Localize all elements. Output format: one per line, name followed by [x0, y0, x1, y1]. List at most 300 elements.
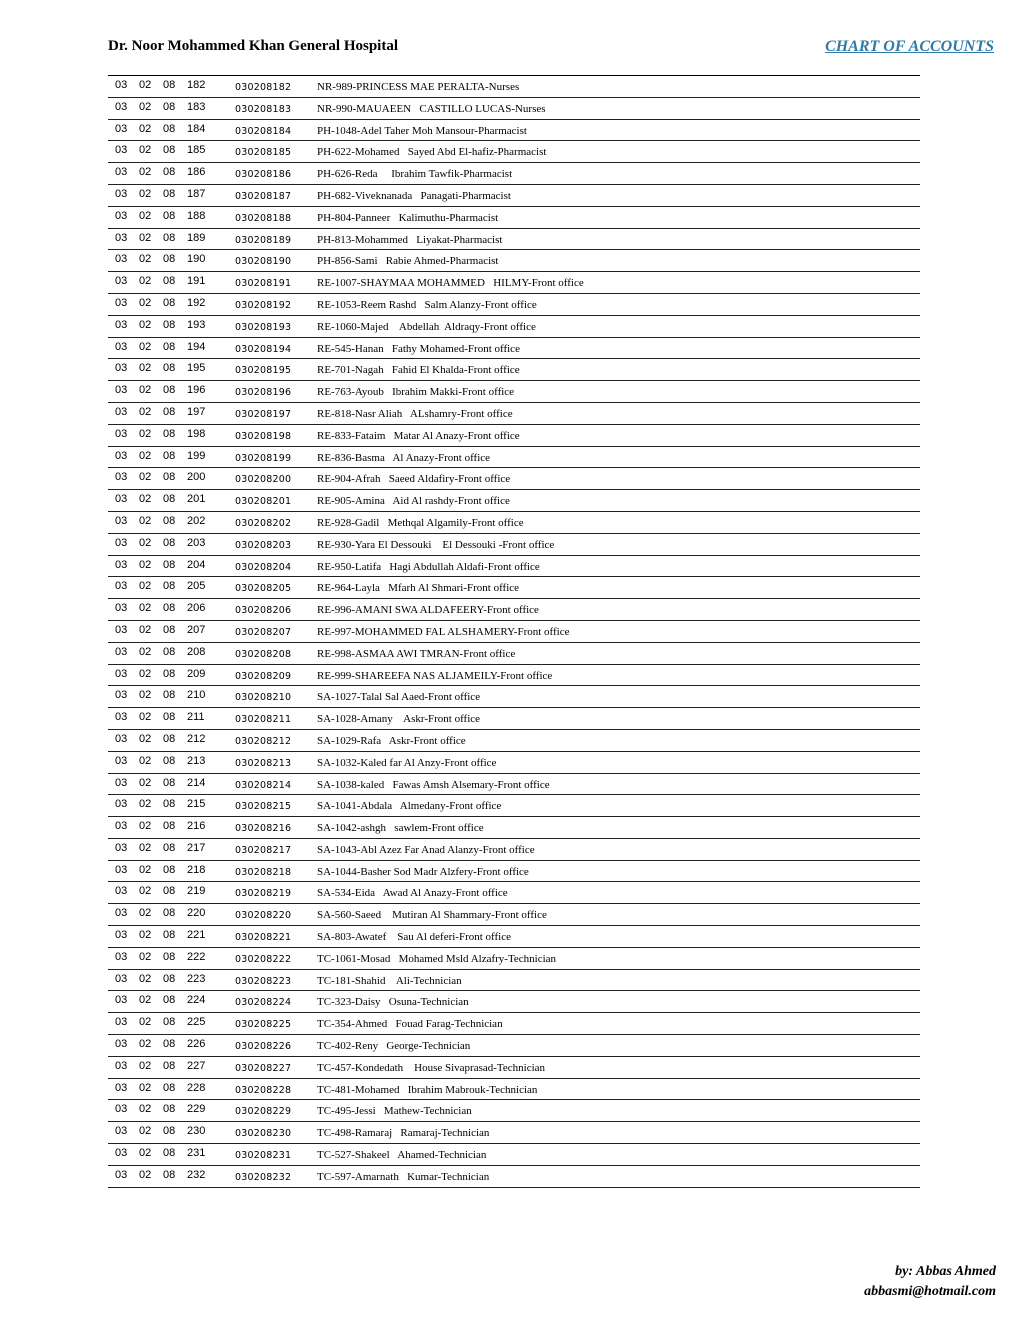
level-1-code: 03 — [115, 863, 128, 876]
account-name: PH-1048-Adel Taher Moh Mansour-Pharmacist — [317, 124, 527, 137]
account-code: 030208219 — [235, 888, 292, 900]
level-3-code: 08 — [163, 863, 176, 876]
account-name: RE-763-Ayoub Ibrahim Makki-Front office — [317, 386, 515, 399]
account-code: 030208210 — [235, 692, 292, 704]
account-code: 030208193 — [235, 321, 292, 333]
account-name: SA-1029-Rafa Askr-Front office — [317, 734, 466, 747]
account-code: 030208231 — [235, 1150, 292, 1162]
level-1-code: 03 — [115, 907, 128, 920]
level-2-code: 02 — [139, 384, 152, 397]
level-4-code: 214 — [187, 776, 206, 789]
table-row — [108, 338, 920, 360]
level-2-code: 02 — [139, 841, 152, 854]
level-3-code: 08 — [163, 950, 176, 963]
account-code: 030208204 — [235, 561, 292, 573]
level-2-code: 02 — [139, 340, 152, 353]
level-1-code: 03 — [115, 1168, 128, 1181]
level-4-code: 199 — [187, 449, 206, 462]
account-code: 030208220 — [235, 910, 292, 922]
level-4-code: 229 — [187, 1103, 206, 1116]
table-row — [108, 1079, 920, 1101]
level-4-code: 230 — [187, 1125, 206, 1138]
account-name: RE-701-Nagah Fahid El Khalda-Front office — [317, 364, 520, 377]
level-3-code: 08 — [163, 79, 176, 91]
level-2-code: 02 — [139, 863, 152, 876]
level-2-code: 02 — [139, 79, 152, 91]
table-row — [108, 774, 920, 796]
level-3-code: 08 — [163, 623, 176, 636]
level-3-code: 08 — [163, 253, 176, 266]
level-1-code: 03 — [115, 144, 128, 157]
level-1-code: 03 — [115, 972, 128, 985]
table-row — [108, 795, 920, 817]
level-2-code: 02 — [139, 362, 152, 375]
level-2-code: 02 — [139, 144, 152, 157]
level-2-code: 02 — [139, 972, 152, 985]
level-2-code: 02 — [139, 1147, 152, 1160]
document-title: CHART OF ACCOUNTS — [825, 38, 994, 55]
account-code: 030208183 — [235, 103, 292, 115]
level-1-code: 03 — [115, 623, 128, 636]
level-1-code: 03 — [115, 340, 128, 353]
table-row — [108, 1057, 920, 1079]
account-name: RE-905-Amina Aid Al rashdy-Front office — [317, 495, 510, 508]
level-3-code: 08 — [163, 275, 176, 288]
account-code: 030208217 — [235, 844, 292, 856]
level-4-code: 196 — [187, 384, 206, 397]
table-row — [108, 468, 920, 490]
level-2-code: 02 — [139, 122, 152, 135]
account-name: TC-354-Ahmed Fouad Farag-Technician — [317, 1018, 503, 1031]
level-3-code: 08 — [163, 1081, 176, 1094]
level-4-code: 225 — [187, 1016, 206, 1029]
account-name: PH-856-Sami Rabie Ahmed-Pharmacist — [317, 255, 499, 268]
account-code: 030208205 — [235, 583, 292, 595]
level-1-code: 03 — [115, 231, 128, 244]
level-2-code: 02 — [139, 1168, 152, 1181]
accounts-table — [108, 75, 920, 1188]
account-code: 030208191 — [235, 278, 292, 290]
account-name: SA-1027-Talal Sal Aaed-Front office — [317, 691, 481, 704]
account-name: TC-498-Ramaraj Ramaraj-Technician — [317, 1127, 490, 1140]
table-row — [108, 1013, 920, 1035]
level-2-code: 02 — [139, 231, 152, 244]
level-1-code: 03 — [115, 580, 128, 593]
level-1-code: 03 — [115, 1125, 128, 1138]
level-4-code: 184 — [187, 122, 206, 135]
account-name: TC-597-Amarnath Kumar-Technician — [317, 1170, 490, 1183]
level-1-code: 03 — [115, 645, 128, 658]
account-name: RE-904-Afrah Saeed Aldafiry-Front office — [317, 473, 511, 486]
level-1-code: 03 — [115, 732, 128, 745]
level-2-code: 02 — [139, 929, 152, 942]
level-2-code: 02 — [139, 689, 152, 702]
account-code: 030208201 — [235, 496, 292, 508]
level-4-code: 209 — [187, 667, 206, 680]
account-name: NR-989-PRINCESS MAE PERALTA-Nurses — [317, 81, 520, 93]
level-2-code: 02 — [139, 1038, 152, 1051]
level-4-code: 190 — [187, 253, 206, 266]
table-row — [108, 665, 920, 687]
level-4-code: 194 — [187, 340, 206, 353]
level-2-code: 02 — [139, 776, 152, 789]
level-1-code: 03 — [115, 820, 128, 833]
level-3-code: 08 — [163, 1038, 176, 1051]
level-4-code: 212 — [187, 732, 206, 745]
level-4-code: 221 — [187, 929, 206, 942]
table-row — [108, 76, 920, 98]
account-name: RE-998-ASMAA AWI TMRAN-Front office — [317, 647, 516, 660]
level-3-code: 08 — [163, 1168, 176, 1181]
account-code: 030208225 — [235, 1019, 292, 1031]
table-row — [108, 250, 920, 272]
level-4-code: 227 — [187, 1059, 206, 1072]
level-1-code: 03 — [115, 209, 128, 222]
level-4-code: 203 — [187, 536, 206, 549]
level-2-code: 02 — [139, 1103, 152, 1116]
account-name: RE-996-AMANI SWA ALDAFEERY-Front office — [317, 604, 539, 617]
account-name: RE-1053-Reem Rashd Salm Alanzy-Front office — [317, 298, 537, 311]
account-name: NR-990-MAUAEEN CASTILLO LUCAS-Nurses — [317, 102, 546, 115]
level-3-code: 08 — [163, 384, 176, 397]
level-2-code: 02 — [139, 514, 152, 527]
table-row — [108, 817, 920, 839]
account-name: RE-836-Basma Al Anazy-Front office — [317, 451, 491, 464]
level-2-code: 02 — [139, 253, 152, 266]
account-name: TC-181-Shahid Ali-Technician — [317, 974, 462, 987]
table-row — [108, 141, 920, 163]
account-name: SA-1032-Kaled far Al Anzy-Front office — [317, 756, 497, 769]
level-4-code: 217 — [187, 841, 206, 854]
account-name: RE-833-Fataim Matar Al Anazy-Front office — [317, 429, 520, 442]
level-1-code: 03 — [115, 1038, 128, 1051]
account-code: 030208229 — [235, 1106, 292, 1118]
level-2-code: 02 — [139, 1081, 152, 1094]
level-3-code: 08 — [163, 580, 176, 593]
level-4-code: 220 — [187, 907, 206, 920]
level-3-code: 08 — [163, 1125, 176, 1138]
table-row — [108, 512, 920, 534]
level-3-code: 08 — [163, 667, 176, 680]
table-row — [108, 359, 920, 381]
level-2-code: 02 — [139, 209, 152, 222]
account-name: TC-527-Shakeel Ahamed-Technician — [317, 1149, 487, 1162]
account-code: 030208218 — [235, 866, 292, 878]
account-name: SA-1028-Amany Askr-Front office — [317, 713, 481, 726]
table-row — [108, 207, 920, 229]
level-4-code: 213 — [187, 754, 206, 767]
account-name: SA-1043-Abl Azez Far Anad Alanzy-Front office — [317, 843, 535, 856]
author-credit: by: Abbas Ahmed — [895, 1264, 996, 1279]
level-3-code: 08 — [163, 187, 176, 200]
level-4-code: 226 — [187, 1038, 206, 1051]
level-1-code: 03 — [115, 950, 128, 963]
level-4-code: 201 — [187, 493, 206, 506]
table-row — [108, 861, 920, 883]
table-row — [108, 294, 920, 316]
table-row — [108, 1122, 920, 1144]
level-3-code: 08 — [163, 362, 176, 375]
account-name: PH-626-Reda Ibrahim Tawfik-Pharmacist — [317, 168, 513, 181]
table-row — [108, 991, 920, 1013]
level-2-code: 02 — [139, 798, 152, 811]
account-code: 030208187 — [235, 190, 292, 202]
table-row — [108, 1144, 920, 1166]
account-code: 030208226 — [235, 1041, 292, 1053]
account-code: 030208216 — [235, 823, 292, 835]
level-3-code: 08 — [163, 209, 176, 222]
level-2-code: 02 — [139, 1125, 152, 1138]
table-row — [108, 904, 920, 926]
table-row — [108, 1035, 920, 1057]
account-name: TC-495-Jessi Mathew-Technician — [317, 1105, 472, 1118]
level-1-code: 03 — [115, 296, 128, 309]
account-code: 030208186 — [235, 169, 292, 181]
level-1-code: 03 — [115, 405, 128, 418]
account-name: PH-682-Viveknanada Panagati-Pharmacist — [317, 189, 511, 202]
level-4-code: 204 — [187, 558, 206, 571]
level-2-code: 02 — [139, 645, 152, 658]
account-name: RE-1060-Majed Abdellah Aldraqy-Front office — [317, 320, 536, 333]
level-1-code: 03 — [115, 689, 128, 702]
account-code: 030208203 — [235, 539, 292, 551]
table-row — [108, 882, 920, 904]
level-4-code: 195 — [187, 362, 206, 375]
level-3-code: 08 — [163, 166, 176, 179]
level-3-code: 08 — [163, 820, 176, 833]
level-4-code: 216 — [187, 820, 206, 833]
account-code: 030208195 — [235, 365, 292, 377]
table-row — [108, 556, 920, 578]
account-code: 030208206 — [235, 605, 292, 617]
level-2-code: 02 — [139, 602, 152, 615]
level-2-code: 02 — [139, 732, 152, 745]
account-name: RE-818-Nasr Aliah ALshamry-Front office — [317, 407, 513, 420]
account-code: 030208232 — [235, 1171, 292, 1183]
account-code: 030208189 — [235, 234, 292, 246]
level-1-code: 03 — [115, 1016, 128, 1029]
account-code: 030208208 — [235, 648, 292, 660]
account-code: 030208207 — [235, 626, 292, 638]
level-3-code: 08 — [163, 1016, 176, 1029]
account-name: RE-930-Yara El Dessouki El Dessouki -Front office — [317, 538, 555, 551]
account-code: 030208188 — [235, 212, 292, 224]
account-code: 030208192 — [235, 299, 292, 311]
level-2-code: 02 — [139, 994, 152, 1007]
account-code: 030208214 — [235, 779, 292, 791]
account-name: RE-964-Layla Mfarh Al Shmari-Front office — [317, 582, 520, 595]
level-4-code: 186 — [187, 166, 206, 179]
account-code: 030208222 — [235, 953, 292, 965]
level-3-code: 08 — [163, 122, 176, 135]
table-row — [108, 1100, 920, 1122]
level-1-code: 03 — [115, 602, 128, 615]
level-3-code: 08 — [163, 1147, 176, 1160]
table-row — [108, 686, 920, 708]
account-code: 030208185 — [235, 147, 292, 159]
level-3-code: 08 — [163, 471, 176, 484]
level-2-code: 02 — [139, 427, 152, 440]
table-row — [108, 403, 920, 425]
account-name: RE-545-Hanan Fathy Mohamed-Front office — [317, 342, 520, 355]
level-1-code: 03 — [115, 471, 128, 484]
level-2-code: 02 — [139, 405, 152, 418]
account-code: 030208196 — [235, 387, 292, 399]
level-3-code: 08 — [163, 994, 176, 1007]
table-row — [108, 534, 920, 556]
level-4-code: 200 — [187, 471, 206, 484]
account-code: 030208221 — [235, 932, 292, 944]
level-2-code: 02 — [139, 711, 152, 724]
table-row — [108, 621, 920, 643]
account-name: TC-481-Mohamed Ibrahim Mabrouk-Technician — [317, 1083, 538, 1096]
account-code: 030208213 — [235, 757, 292, 769]
level-1-code: 03 — [115, 1081, 128, 1094]
level-1-code: 03 — [115, 711, 128, 724]
level-3-code: 08 — [163, 100, 176, 113]
table-row — [108, 839, 920, 861]
level-3-code: 08 — [163, 144, 176, 157]
account-code: 030208212 — [235, 735, 292, 747]
level-4-code: 208 — [187, 645, 206, 658]
level-3-code: 08 — [163, 514, 176, 527]
level-4-code: 207 — [187, 623, 206, 636]
level-2-code: 02 — [139, 950, 152, 963]
level-1-code: 03 — [115, 776, 128, 789]
level-1-code: 03 — [115, 885, 128, 898]
account-code: 030208215 — [235, 801, 292, 813]
level-4-code: 231 — [187, 1147, 206, 1160]
account-code: 030208184 — [235, 125, 292, 137]
account-code: 030208230 — [235, 1128, 292, 1140]
level-4-code: 189 — [187, 231, 206, 244]
level-4-code: 197 — [187, 405, 206, 418]
table-row — [108, 599, 920, 621]
level-1-code: 03 — [115, 994, 128, 1007]
level-3-code: 08 — [163, 558, 176, 571]
level-3-code: 08 — [163, 754, 176, 767]
level-1-code: 03 — [115, 449, 128, 462]
level-3-code: 08 — [163, 427, 176, 440]
level-3-code: 08 — [163, 1103, 176, 1116]
level-1-code: 03 — [115, 493, 128, 506]
account-name: RE-997-MOHAMMED FAL ALSHAMERY-Front office — [317, 625, 570, 638]
account-name: SA-803-Awatef Sau Al deferi-Front office — [317, 931, 511, 944]
account-name: SA-534-Eida Awad Al Anazy-Front office — [317, 887, 508, 900]
level-4-code: 187 — [187, 187, 206, 200]
level-3-code: 08 — [163, 841, 176, 854]
level-2-code: 02 — [139, 1059, 152, 1072]
table-row — [108, 272, 920, 294]
level-1-code: 03 — [115, 166, 128, 179]
level-1-code: 03 — [115, 275, 128, 288]
level-1-code: 03 — [115, 384, 128, 397]
account-name: PH-804-Panneer Kalimuthu-Pharmacist — [317, 211, 499, 224]
table-row — [108, 163, 920, 185]
level-4-code: 223 — [187, 972, 206, 985]
level-3-code: 08 — [163, 645, 176, 658]
account-code: 030208202 — [235, 517, 292, 529]
level-2-code: 02 — [139, 907, 152, 920]
table-row — [108, 316, 920, 338]
account-code: 030208209 — [235, 670, 292, 682]
account-name: RE-928-Gadil Methqal Algamily-Front office — [317, 516, 524, 529]
level-2-code: 02 — [139, 471, 152, 484]
level-1-code: 03 — [115, 253, 128, 266]
level-3-code: 08 — [163, 1059, 176, 1072]
account-name: TC-1061-Mosad Mohamed Msld Alzafry-Technician — [317, 952, 557, 965]
account-code: 030208223 — [235, 975, 292, 987]
level-4-code: 191 — [187, 275, 206, 288]
account-name: TC-402-Reny George-Technician — [317, 1040, 471, 1053]
level-2-code: 02 — [139, 623, 152, 636]
account-code: 030208190 — [235, 256, 292, 268]
level-1-code: 03 — [115, 100, 128, 113]
level-3-code: 08 — [163, 885, 176, 898]
level-3-code: 08 — [163, 776, 176, 789]
account-name: RE-950-Latifa Hagi Abdullah Aldafi-Front office — [317, 560, 540, 573]
table-row — [108, 447, 920, 469]
level-3-code: 08 — [163, 493, 176, 506]
level-4-code: 205 — [187, 580, 206, 593]
account-code: 030208200 — [235, 474, 292, 486]
table-row — [108, 381, 920, 403]
level-2-code: 02 — [139, 100, 152, 113]
account-code: 030208194 — [235, 343, 292, 355]
table-row — [108, 926, 920, 948]
account-code: 030208198 — [235, 430, 292, 442]
table-row — [108, 98, 920, 120]
level-2-code: 02 — [139, 318, 152, 331]
level-1-code: 03 — [115, 1059, 128, 1072]
level-4-code: 182 — [187, 79, 206, 91]
level-3-code: 08 — [163, 929, 176, 942]
level-3-code: 08 — [163, 689, 176, 702]
level-4-code: 218 — [187, 863, 206, 876]
level-1-code: 03 — [115, 1147, 128, 1160]
account-name: PH-622-Mohamed Sayed Abd El-hafiz-Pharmacist — [317, 146, 547, 159]
level-3-code: 08 — [163, 318, 176, 331]
level-3-code: 08 — [163, 231, 176, 244]
level-1-code: 03 — [115, 318, 128, 331]
level-2-code: 02 — [139, 558, 152, 571]
level-1-code: 03 — [115, 536, 128, 549]
level-3-code: 08 — [163, 602, 176, 615]
level-4-code: 222 — [187, 950, 206, 963]
level-1-code: 03 — [115, 558, 128, 571]
level-4-code: 198 — [187, 427, 206, 440]
level-1-code: 03 — [115, 79, 128, 91]
level-3-code: 08 — [163, 711, 176, 724]
level-1-code: 03 — [115, 427, 128, 440]
level-1-code: 03 — [115, 841, 128, 854]
footer — [864, 1262, 996, 1302]
table-row — [108, 425, 920, 447]
account-code: 030208227 — [235, 1062, 292, 1074]
author-email: abbasmi@hotmail.com — [864, 1284, 996, 1299]
level-2-code: 02 — [139, 1016, 152, 1029]
level-4-code: 193 — [187, 318, 206, 331]
table-row — [108, 185, 920, 207]
level-2-code: 02 — [139, 296, 152, 309]
table-row — [108, 970, 920, 992]
account-name: RE-1007-SHAYMAA MOHAMMED HILMY-Front office — [317, 277, 584, 290]
account-name: PH-813-Mohammed Liyakat-Pharmacist — [317, 233, 503, 246]
level-4-code: 210 — [187, 689, 206, 702]
level-4-code: 188 — [187, 209, 206, 222]
level-4-code: 206 — [187, 602, 206, 615]
level-4-code: 232 — [187, 1168, 206, 1181]
